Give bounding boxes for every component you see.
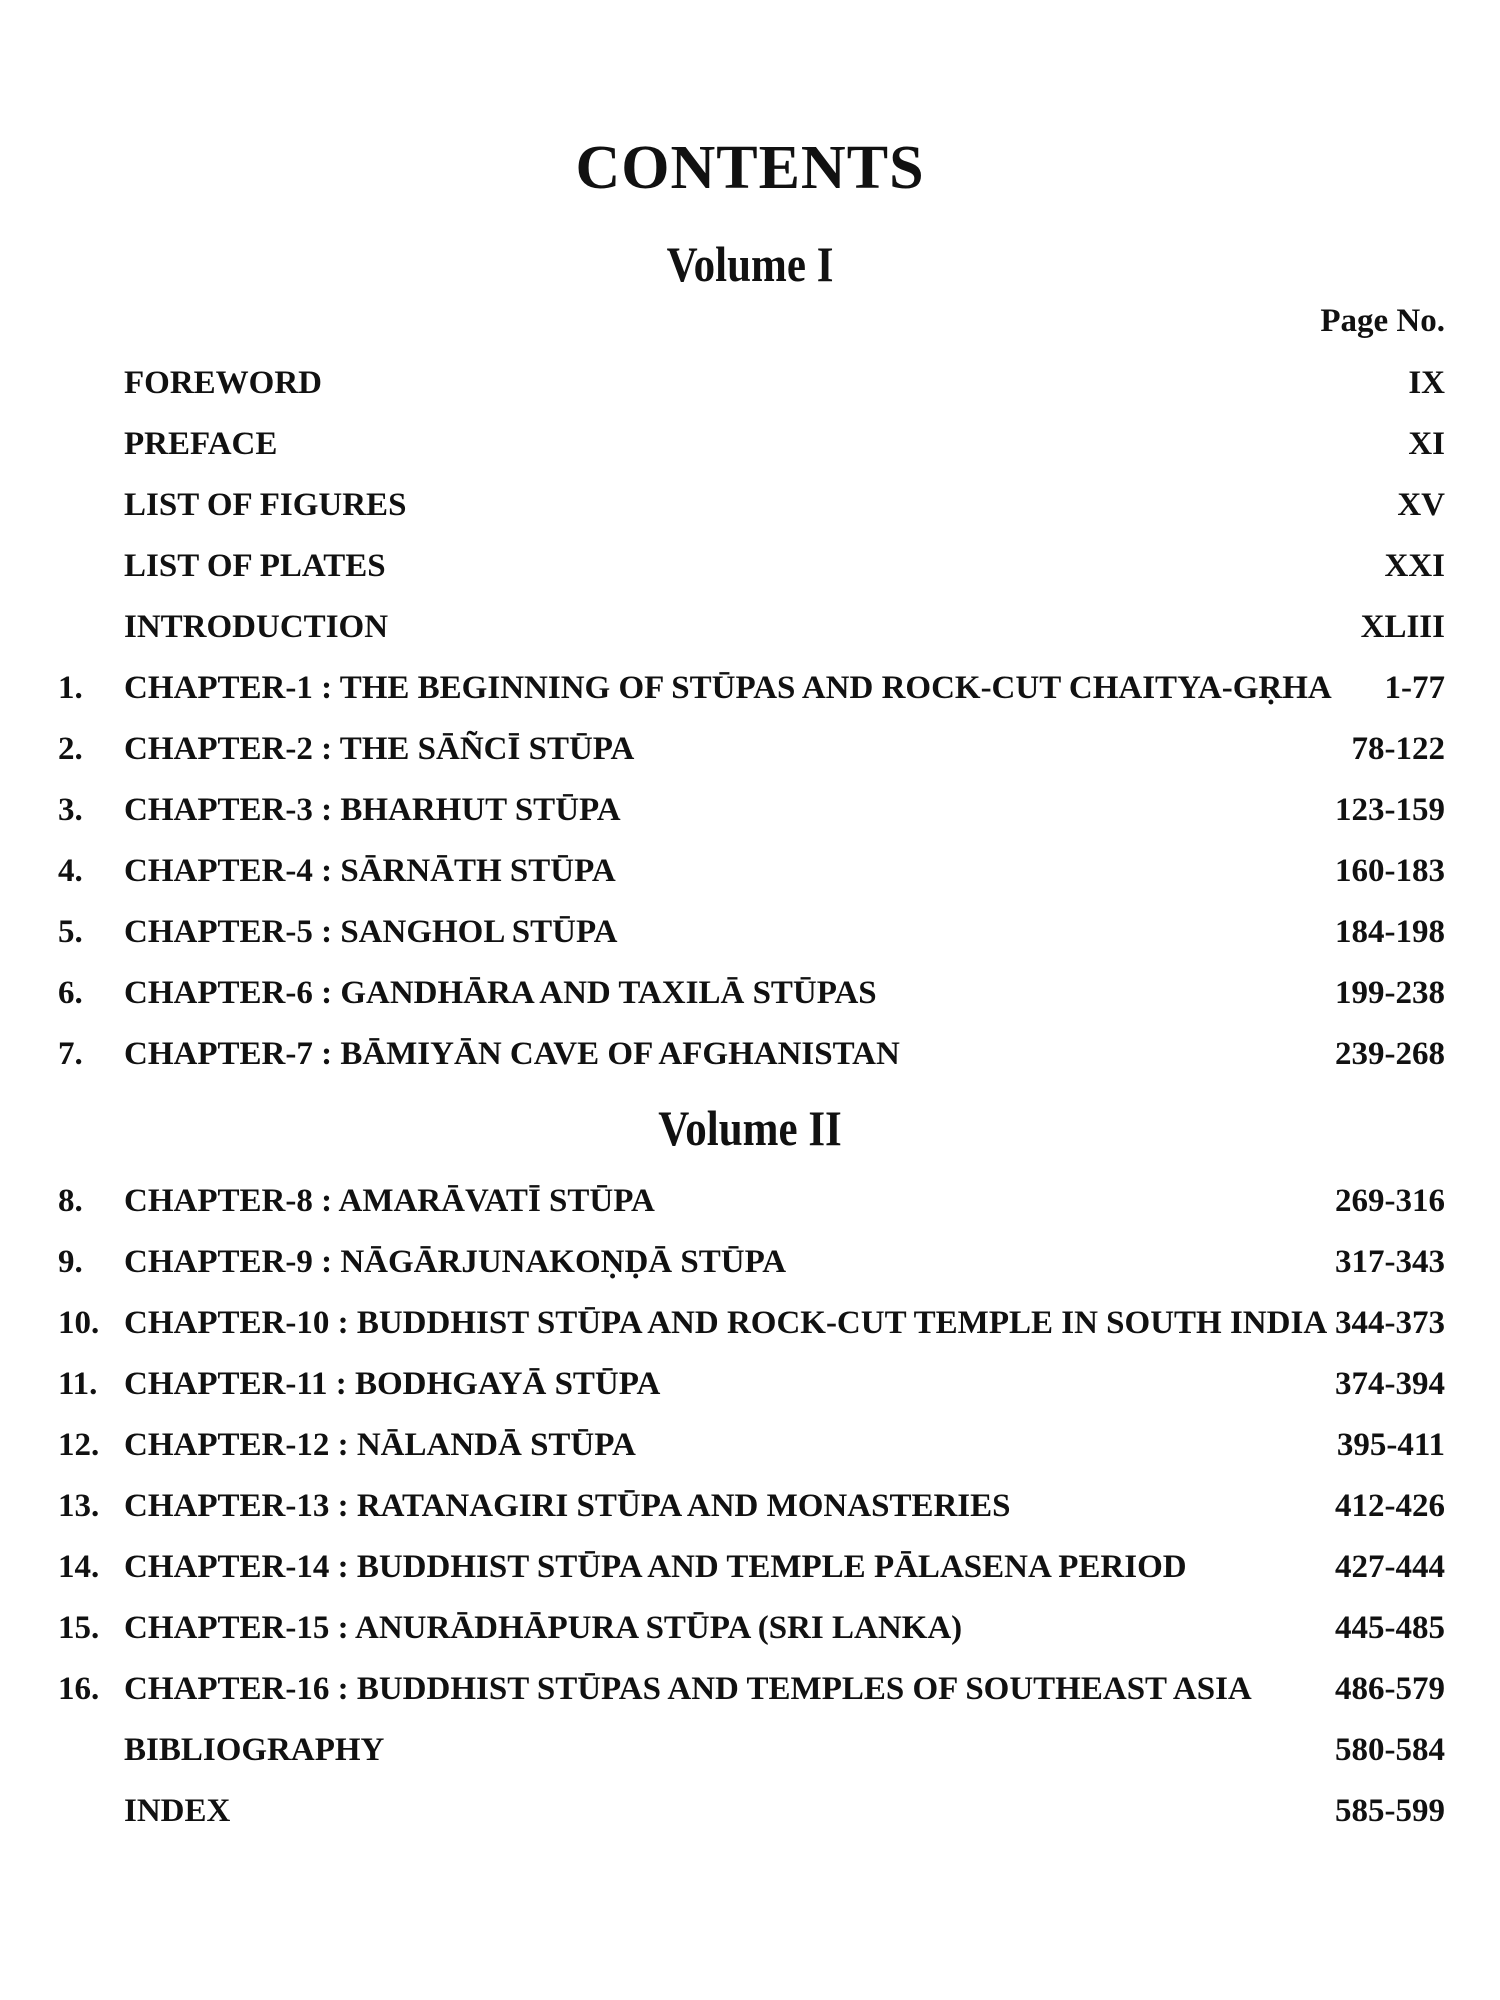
entry-number: 2. [58, 731, 83, 767]
entry-title: CHAPTER-5 : SANGHOL STŪPA [124, 914, 618, 950]
toc-entry[interactable] [0, 1725, 1500, 1786]
entry-number: 3. [58, 792, 83, 828]
entry-page: IX [1408, 365, 1445, 401]
entry-page: 78-122 [1351, 731, 1445, 767]
toc-entry[interactable] [0, 724, 1500, 785]
entry-title: CHAPTER-12 : NĀLANDĀ STŪPA [124, 1427, 636, 1463]
entry-title: CHAPTER-16 : BUDDHIST STŪPAS AND TEMPLES OF SOUTHEAST ASIA [124, 1671, 1252, 1707]
toc-entry[interactable] [0, 480, 1500, 541]
entry-title: CHAPTER-3 : BHARHUT STŪPA [124, 792, 621, 828]
volume-2-toc [0, 1176, 1500, 1847]
toc-entry[interactable] [0, 419, 1500, 480]
entry-page: 239-268 [1335, 1036, 1445, 1072]
page-title: CONTENTS [575, 134, 925, 202]
entry-number: 13. [58, 1488, 100, 1524]
entry-title: CHAPTER-7 : BĀMIYĀN CAVE OF AFGHANISTAN [124, 1036, 900, 1072]
entry-title: INTRODUCTION [124, 609, 389, 645]
toc-entry[interactable] [0, 1786, 1500, 1847]
entry-number: 4. [58, 853, 83, 889]
entry-title: CHAPTER-1 : THE BEGINNING OF STŪPAS AND ROCK-CUT CHAITYA-GṚHA [124, 670, 1332, 706]
toc-entry[interactable] [0, 1603, 1500, 1664]
volume-1-heading: Volume I [666, 236, 834, 292]
entry-page: 184-198 [1335, 914, 1445, 950]
entry-page: 374-394 [1335, 1366, 1445, 1402]
entry-number: 7. [58, 1036, 83, 1072]
toc-entry[interactable] [0, 785, 1500, 846]
entry-title: CHAPTER-8 : AMARĀVATĪ STŪPA [124, 1183, 655, 1219]
entry-title: CHAPTER-9 : NĀGĀRJUNAKOṆḌĀ STŪPA [124, 1244, 787, 1280]
entry-page: 580-584 [1335, 1732, 1445, 1768]
entry-number: 11. [58, 1366, 98, 1402]
entry-title: CHAPTER-14 : BUDDHIST STŪPA AND TEMPLE PĀLASENA PERIOD [124, 1549, 1187, 1585]
toc-entry[interactable] [0, 602, 1500, 663]
entry-title: CHAPTER-13 : RATANAGIRI STŪPA AND MONASTERIES [124, 1488, 1011, 1524]
entry-number: 15. [58, 1610, 100, 1646]
entry-title: CHAPTER-15 : ANURĀDHĀPURA STŪPA (SRI LANKA) [124, 1610, 963, 1646]
entry-page: XI [1408, 426, 1445, 462]
toc-entry[interactable] [0, 358, 1500, 419]
entry-title: BIBLIOGRAPHY [124, 1732, 385, 1768]
toc-entry[interactable] [0, 846, 1500, 907]
toc-entry[interactable] [0, 1298, 1500, 1359]
entry-number: 14. [58, 1549, 100, 1585]
entry-page: 123-159 [1335, 792, 1445, 828]
toc-entry[interactable] [0, 907, 1500, 968]
entry-page: 395-411 [1336, 1427, 1445, 1463]
entry-page: 486-579 [1335, 1671, 1445, 1707]
entry-title: INDEX [124, 1793, 231, 1829]
entry-page: 160-183 [1335, 853, 1445, 889]
entry-number: 6. [58, 975, 83, 1011]
toc-entry[interactable] [0, 1029, 1500, 1090]
entry-number: 16. [58, 1671, 100, 1707]
toc-entry[interactable] [0, 1420, 1500, 1481]
entry-page: 412-426 [1335, 1488, 1445, 1524]
entry-number: 9. [58, 1244, 83, 1280]
entry-title: CHAPTER-10 : BUDDHIST STŪPA AND ROCK-CUT TEMPLE IN SOUTH INDIA [124, 1305, 1328, 1341]
entry-title: CHAPTER-4 : SĀRNĀTH STŪPA [124, 853, 616, 889]
entry-number: 10. [58, 1305, 100, 1341]
entry-page: XV [1397, 487, 1445, 523]
volume-2-heading: Volume II [658, 1100, 842, 1156]
entry-title: LIST OF FIGURES [124, 487, 407, 523]
entry-number: 12. [58, 1427, 100, 1463]
toc-entry[interactable] [0, 1481, 1500, 1542]
toc-entry[interactable] [0, 968, 1500, 1029]
entry-page: 445-485 [1335, 1610, 1445, 1646]
entry-page: 427-444 [1335, 1549, 1445, 1585]
entry-number: 1. [58, 670, 83, 706]
entry-page: 199-238 [1335, 975, 1445, 1011]
entry-page: XLIII [1360, 609, 1445, 645]
entry-page: 317-343 [1335, 1244, 1445, 1280]
toc-entry[interactable] [0, 541, 1500, 602]
entry-page: 585-599 [1335, 1793, 1445, 1829]
volume-1-toc [0, 358, 1500, 1090]
entry-title: PREFACE [124, 426, 278, 462]
entry-title: CHAPTER-6 : GANDHĀRA AND TAXILĀ STŪPAS [124, 975, 877, 1011]
page-number-column-header: Page No. [1320, 303, 1445, 339]
entry-page: 1-77 [1384, 670, 1445, 706]
entry-number: 5. [58, 914, 83, 950]
toc-entry[interactable] [0, 1176, 1500, 1237]
entry-page: XXI [1384, 548, 1445, 584]
entry-title: CHAPTER-2 : THE SĀÑCĪ STŪPA [124, 731, 635, 767]
entry-title: LIST OF PLATES [124, 548, 386, 584]
toc-entry[interactable] [0, 663, 1500, 724]
toc-entry[interactable] [0, 1359, 1500, 1420]
entry-title: FOREWORD [124, 365, 322, 401]
entry-page: 269-316 [1335, 1183, 1445, 1219]
toc-entry[interactable] [0, 1237, 1500, 1298]
toc-entry[interactable] [0, 1542, 1500, 1603]
entry-page: 344-373 [1335, 1305, 1445, 1341]
entry-number: 8. [58, 1183, 83, 1219]
toc-entry[interactable] [0, 1664, 1500, 1725]
entry-title: CHAPTER-11 : BODHGAYĀ STŪPA [124, 1366, 661, 1402]
